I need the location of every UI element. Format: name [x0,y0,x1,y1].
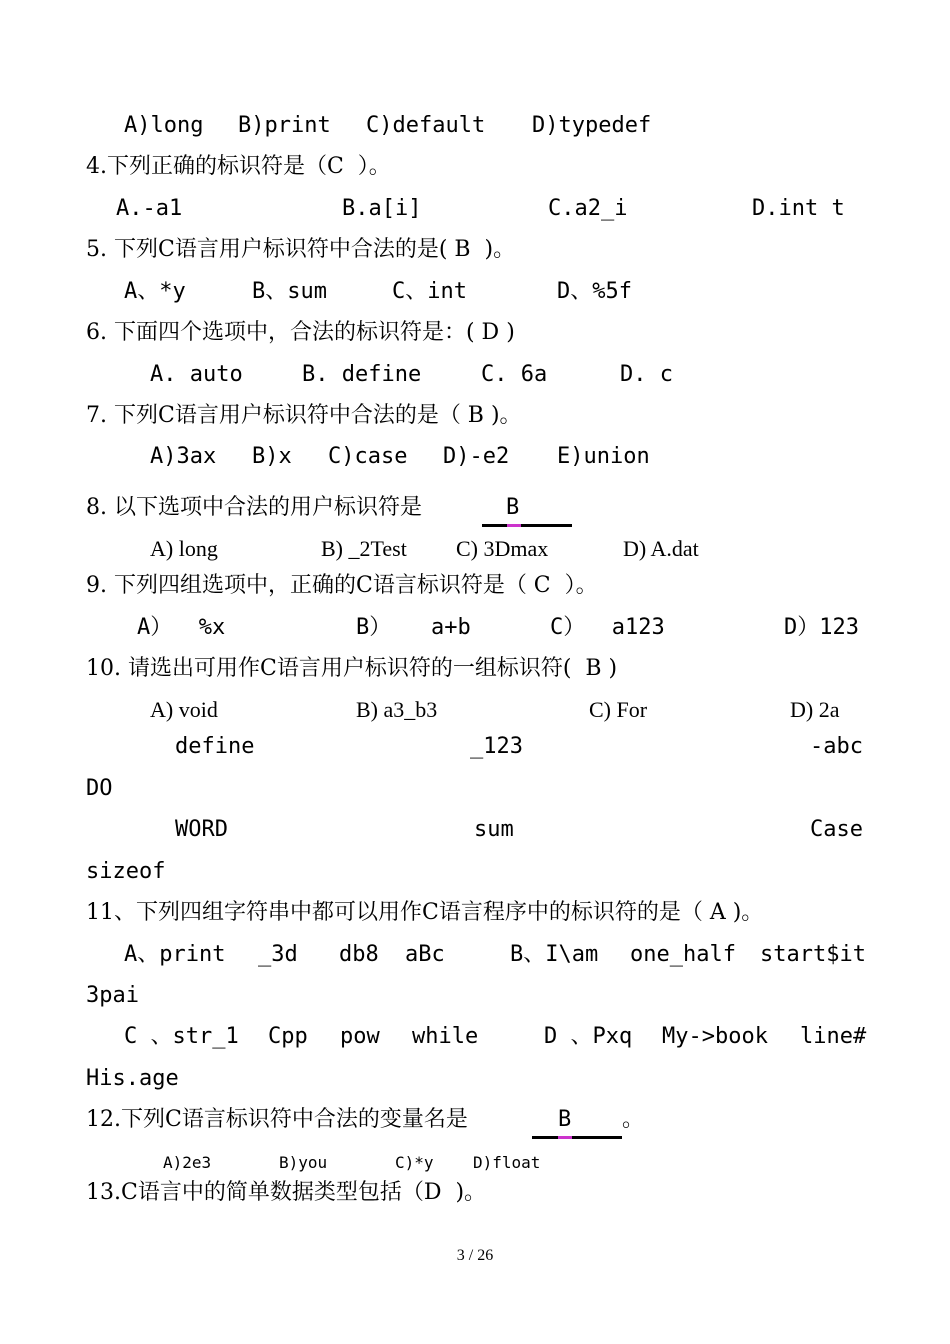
q4-option-a: A.-a1 [116,196,183,221]
q3-option-b: B)print [238,113,331,138]
q11-stem: 11、下列四组字符串中都可以用作C语言程序中的标识符的是（ A )。 [86,900,764,925]
q9-option-a: A） %x [137,615,226,640]
q9-option-c: C） a123 [550,615,665,640]
q7-option-d: D)-e2 [443,444,510,469]
q4-option-c: C.a2_i [548,196,628,221]
q7-option-e: E)union [557,444,650,469]
q11-lineA-1: A、print [124,942,226,967]
q8-option-b: B) _2Test [321,536,407,561]
q10-row2-a: WORD [175,817,228,842]
q6-stem: 6. 下面四个选项中，合法的标识符是：( D ) [86,320,515,345]
q11-lineC-5: D 、Pxq [544,1024,633,1049]
q8-option-d: D) A.dat [623,536,699,561]
q10-header-d: D) 2a [790,697,840,722]
q8-option-a: A) long [150,536,218,561]
q10-stem: 10. 请选出可用作C语言用户标识符的一组标识符( B ) [86,656,618,681]
q4-option-b: B.a[i] [342,196,422,221]
q9-option-d: D）123 [784,615,859,640]
q11-lineA-wrap: 3pai [86,983,139,1008]
q7-stem: 7. 下列C语言用户标识符中合法的是（ B )。 [86,403,522,428]
q4-option-d: D.int t [752,196,845,221]
q11-lineA-5: B、I\am [510,942,599,967]
q10-row1-c: -abc [810,734,863,759]
q12-stem: 12.下列C语言标识符中合法的变量名是 [86,1107,468,1132]
q8-stem: 8. 以下选项中合法的用户标识符是 [86,495,422,520]
q7-option-a: A)3ax [150,444,217,469]
q10-row2-c: Case [810,817,863,842]
q8-answer: B [506,495,520,520]
q12-option-b: B)you [279,1153,328,1172]
q5-option-b: B、sum [252,279,327,304]
q12-option-d: D)float [473,1153,541,1172]
q11-lineC-wrap: His.age [86,1066,179,1091]
q11-lineA-2: _3d [258,942,298,967]
q12-option-c: C)*y [395,1153,434,1172]
q11-lineC-6: My->book [662,1024,768,1049]
page-number: 3 / 26 [456,1247,494,1264]
q11-lineC-4: while [412,1024,479,1049]
q10-row1-b: _123 [470,734,523,759]
q12-tail: 。 [622,1107,645,1132]
q3-option-a: A)long [124,113,204,138]
q11-lineC-7: line# [800,1024,867,1049]
q7-option-b: B)x [252,444,292,469]
q5-option-c: C、int [392,279,467,304]
q11-lineC-3: pow [340,1024,380,1049]
q12-answer-underline [532,1136,622,1139]
q12-answer: B [558,1107,572,1132]
q10-row1-wrap: DO [86,776,113,801]
q8-answer-underline [482,524,572,527]
q12-option-a: A)2e3 [163,1153,212,1172]
q6-option-d: D. c [620,362,673,387]
q10-row2-b: sum [474,817,514,842]
q6-option-a: A. auto [150,362,243,387]
q5-option-d: D、%5f [557,279,632,304]
q10-row1-a: define [175,734,255,759]
q6-option-b: B. define [302,362,422,387]
q5-option-a: A、*y [124,279,186,304]
q11-lineA-4: aBc [405,942,445,967]
q8-option-c: C) 3Dmax [456,536,549,561]
q3-option-d: D)typedef [532,113,652,138]
q10-row2-wrap: sizeof [86,859,166,884]
q4-stem: 4.下列正确的标识符是（C ）。 [86,154,391,179]
q11-lineA-6: one_half [630,942,736,967]
q9-option-b: B） a+b [356,615,471,640]
q10-header-c: C) For [589,697,648,722]
q11-lineC-1: C 、str_1 [124,1024,239,1049]
q11-lineA-3: db8 [339,942,379,967]
q8-answer-mark [507,524,521,527]
q13-stem: 13.C语言中的简单数据类型包括（D )。 [86,1180,487,1205]
q9-stem: 9. 下列四组选项中，正确的C语言标识符是（ C ）。 [86,573,598,598]
q3-option-c: C)default [366,113,486,138]
q6-option-c: C. 6a [481,362,548,387]
q10-header-b: B) a3_b3 [356,697,438,722]
q10-header-a: A) void [150,697,218,722]
q5-stem: 5. 下列C语言用户标识符中合法的是( B )。 [86,237,516,262]
q11-lineA-7: start$it [760,942,866,967]
q11-lineC-2: Cpp [268,1024,308,1049]
q7-option-c: C)case [328,444,408,469]
q12-answer-mark [558,1136,572,1139]
